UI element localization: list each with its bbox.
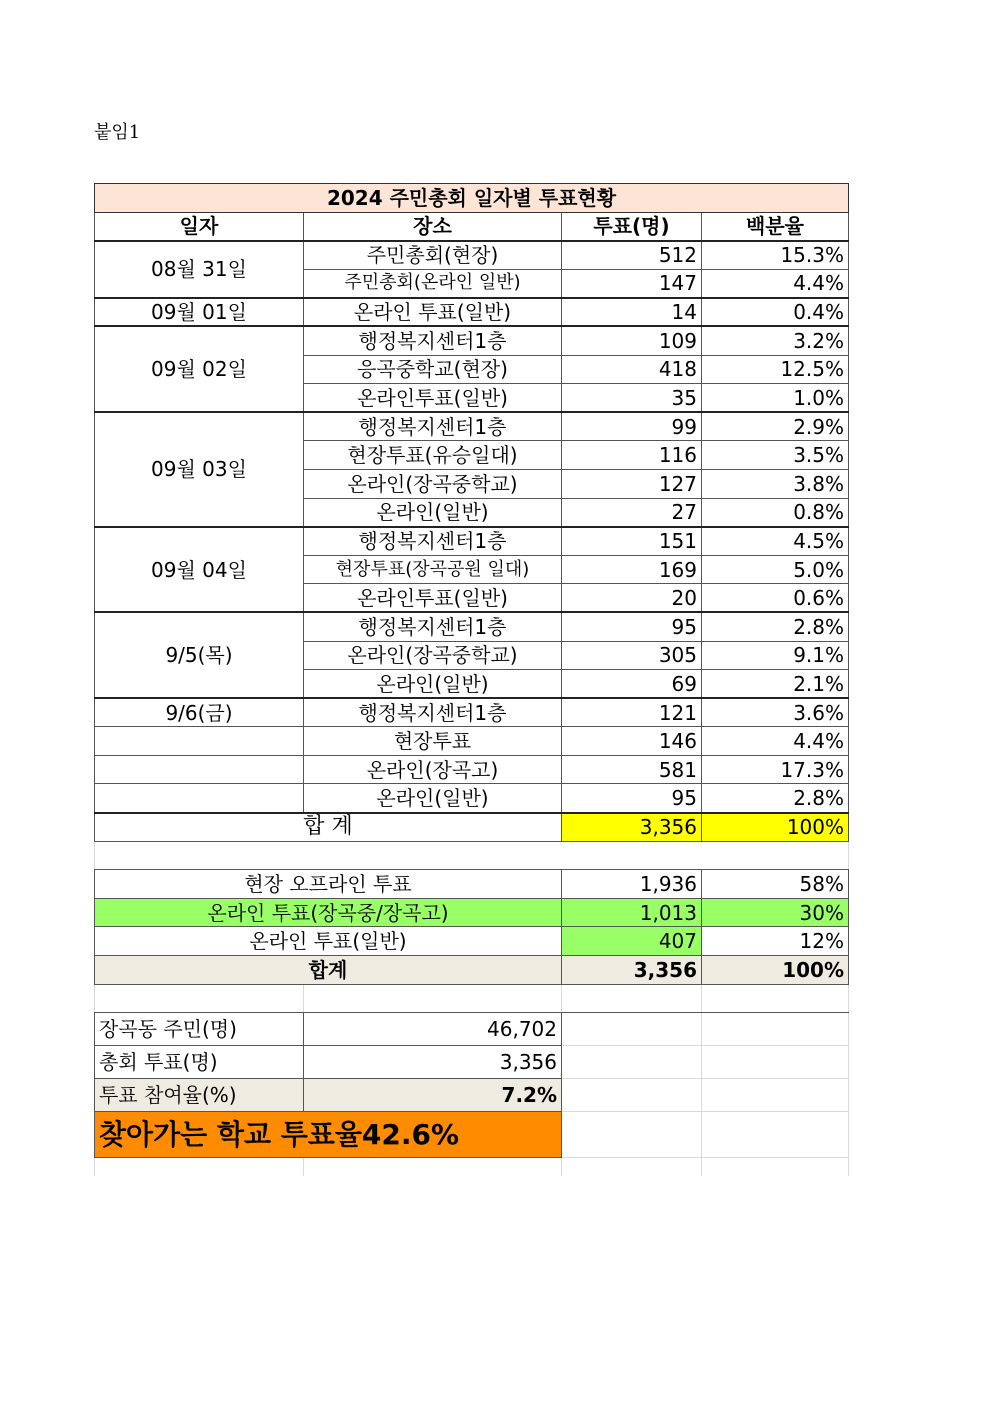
summary-percent: 58% xyxy=(702,870,849,899)
empty-cell xyxy=(562,1013,702,1046)
place-cell: 응곡중학교(현장) xyxy=(304,355,562,384)
empty-cell xyxy=(702,1046,849,1079)
table-row xyxy=(95,527,849,556)
header-votes: 투표(명) xyxy=(562,212,702,241)
place-cell: 온라인(일반) xyxy=(304,670,562,699)
empty-cell xyxy=(562,1046,702,1079)
summary-label: 온라인 투표(장곡중/장곡고) xyxy=(95,898,562,927)
stat-label: 총회 투표(명) xyxy=(95,1046,304,1079)
summary-percent: 30% xyxy=(702,898,849,927)
place-cell: 주민총회(현장) xyxy=(304,241,562,270)
votes-cell: 99 xyxy=(562,412,702,441)
percent-cell: 5.0% xyxy=(702,555,849,584)
place-cell: 현장투표(유승일대) xyxy=(304,441,562,470)
place-cell: 행정복지센터1층 xyxy=(304,326,562,355)
date-cell: 09월 04일 xyxy=(95,527,304,613)
place-cell: 행정복지센터1층 xyxy=(304,527,562,556)
table-row xyxy=(95,784,849,813)
stat-label: 장곡동 주민(명) xyxy=(95,1013,304,1046)
spacer-cell xyxy=(95,984,304,1013)
percent-cell: 4.5% xyxy=(702,527,849,556)
percent-cell: 4.4% xyxy=(702,727,849,756)
percent-cell: 1.0% xyxy=(702,384,849,413)
votes-cell: 35 xyxy=(562,384,702,413)
votes-cell: 151 xyxy=(562,527,702,556)
total-votes: 3,356 xyxy=(562,813,702,842)
table-row xyxy=(95,241,849,270)
votes-cell: 69 xyxy=(562,670,702,699)
spacer-cell xyxy=(702,984,849,1013)
date-cell xyxy=(95,755,304,784)
empty-cell xyxy=(562,1079,702,1112)
spacer-row xyxy=(95,841,849,870)
attachment-label: 붙임1 xyxy=(94,122,141,143)
date-cell: 08월 31일 xyxy=(95,241,304,298)
votes-cell: 147 xyxy=(562,269,702,298)
place-cell: 온라인 투표(일반) xyxy=(304,298,562,327)
date-cell: 09월 03일 xyxy=(95,412,304,526)
place-cell: 온라인(일반) xyxy=(304,498,562,527)
place-cell: 온라인투표(일반) xyxy=(304,584,562,613)
place-cell: 온라인(장곡중학교) xyxy=(304,469,562,498)
spacer-cell xyxy=(304,984,562,1013)
percent-cell: 2.1% xyxy=(702,670,849,699)
votes-cell: 121 xyxy=(562,698,702,727)
votes-cell: 169 xyxy=(562,555,702,584)
percent-cell: 2.9% xyxy=(702,412,849,441)
votes-cell: 109 xyxy=(562,326,702,355)
percent-cell: 3.5% xyxy=(702,441,849,470)
date-cell: 09월 02일 xyxy=(95,326,304,412)
place-cell: 현장투표 xyxy=(304,727,562,756)
percent-cell: 3.6% xyxy=(702,698,849,727)
votes-cell: 127 xyxy=(562,469,702,498)
place-cell: 행정복지센터1층 xyxy=(304,412,562,441)
date-cell xyxy=(95,727,304,756)
place-cell: 온라인(일반) xyxy=(304,784,562,813)
empty-cell xyxy=(702,1013,849,1046)
percent-cell: 3.2% xyxy=(702,326,849,355)
place-cell: 온라인(장곡중학교) xyxy=(304,641,562,670)
votes-cell: 116 xyxy=(562,441,702,470)
votes-cell: 512 xyxy=(562,241,702,270)
percent-cell: 2.8% xyxy=(702,784,849,813)
date-cell: 9/6(금) xyxy=(95,698,304,727)
place-cell: 온라인(장곡고) xyxy=(304,755,562,784)
summary-total-percent: 100% xyxy=(702,956,849,985)
spacer-cell xyxy=(95,1158,304,1176)
date-cell: 9/5(목) xyxy=(95,612,304,698)
total-percent: 100% xyxy=(702,813,849,842)
date-cell xyxy=(95,784,304,813)
empty-cell xyxy=(702,1112,849,1158)
stat-value: 46,702 xyxy=(304,1013,562,1046)
percent-cell: 4.4% xyxy=(702,269,849,298)
table-row xyxy=(95,727,849,756)
spacer-cell xyxy=(562,984,702,1013)
percent-cell: 3.8% xyxy=(702,469,849,498)
votes-cell: 95 xyxy=(562,612,702,641)
percent-cell: 15.3% xyxy=(702,241,849,270)
table-row xyxy=(95,612,849,641)
place-cell: 현장투표(장곡공원 일대) xyxy=(304,555,562,584)
votes-cell: 20 xyxy=(562,584,702,613)
spacer-cell xyxy=(702,1158,849,1176)
votes-cell: 418 xyxy=(562,355,702,384)
place-cell: 온라인투표(일반) xyxy=(304,384,562,413)
place-cell: 행정복지센터1층 xyxy=(304,612,562,641)
empty-cell xyxy=(702,1079,849,1112)
total-label: 합 계 xyxy=(95,813,562,842)
spacer-cell xyxy=(304,1158,562,1176)
spacer-cell xyxy=(562,1158,702,1176)
percent-cell: 0.8% xyxy=(702,498,849,527)
summary-label: 온라인 투표(일반) xyxy=(95,927,562,956)
header-date: 일자 xyxy=(95,212,304,241)
stat-label: 투표 참여율(%) xyxy=(95,1079,304,1112)
summary-votes: 1,936 xyxy=(562,870,702,899)
empty-cell xyxy=(562,1112,702,1158)
summary-votes: 407 xyxy=(562,927,702,956)
spreadsheet xyxy=(94,183,849,1176)
stat-value: 7.2% xyxy=(304,1079,562,1112)
votes-cell: 95 xyxy=(562,784,702,813)
percent-cell: 17.3% xyxy=(702,755,849,784)
votes-cell: 14 xyxy=(562,298,702,327)
table-row xyxy=(95,326,849,355)
date-cell: 09월 01일 xyxy=(95,298,304,327)
percent-cell: 0.4% xyxy=(702,298,849,327)
summary-total-votes: 3,356 xyxy=(562,956,702,985)
percent-cell: 0.6% xyxy=(702,584,849,613)
table-row xyxy=(95,755,849,784)
table-title: 2024 주민총회 일자별 투표현황 xyxy=(95,184,849,213)
table-row xyxy=(95,412,849,441)
header-percent: 백분율 xyxy=(702,212,849,241)
place-cell: 행정복지센터1층 xyxy=(304,698,562,727)
header-place: 장소 xyxy=(304,212,562,241)
stat-value: 3,356 xyxy=(304,1046,562,1079)
percent-cell: 12.5% xyxy=(702,355,849,384)
summary-label: 현장 오프라인 투표 xyxy=(95,870,562,899)
percent-cell: 9.1% xyxy=(702,641,849,670)
summary-total-label: 합계 xyxy=(95,956,562,985)
school-vote-rate-banner: 찾아가는 학교 투표율42.6% xyxy=(95,1112,562,1158)
table-row xyxy=(95,298,849,327)
summary-votes: 1,013 xyxy=(562,898,702,927)
summary-percent: 12% xyxy=(702,927,849,956)
votes-cell: 146 xyxy=(562,727,702,756)
votes-cell: 305 xyxy=(562,641,702,670)
table-row xyxy=(95,698,849,727)
vote-table xyxy=(94,183,849,1176)
percent-cell: 2.8% xyxy=(702,612,849,641)
votes-cell: 581 xyxy=(562,755,702,784)
place-cell: 주민총회(온라인 일반) xyxy=(304,269,562,298)
votes-cell: 27 xyxy=(562,498,702,527)
